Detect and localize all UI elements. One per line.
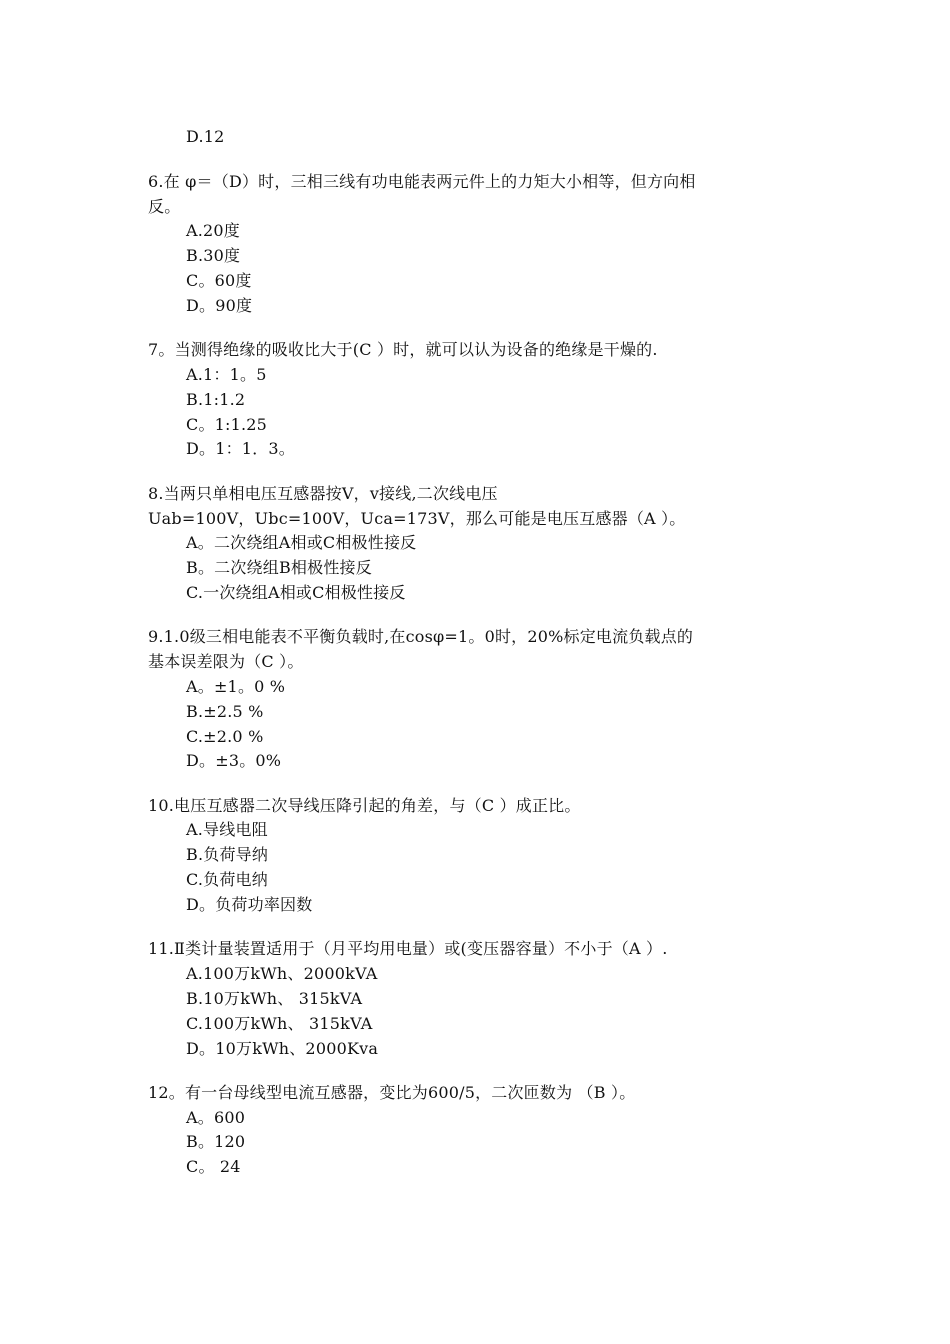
question-line: 基本误差限为（C ）。 xyxy=(148,652,304,671)
option-line: B.10万kWh、 315kVA xyxy=(186,989,363,1008)
question-line: 9.1.0级三相电能表不平衡负载时,在cosφ=1。0时，20%标定电流负载点的 xyxy=(148,627,694,646)
option-line: B.30度 xyxy=(186,246,241,265)
option-line: C.±2.0 % xyxy=(186,727,264,746)
option-line: C.一次绕组A相或C相极性接反 xyxy=(186,583,406,602)
option-line: A.1：1。5 xyxy=(186,365,267,384)
option-line: D.12 xyxy=(186,127,225,146)
option-line: B.负荷导纳 xyxy=(186,845,269,864)
option-line: D。1：1．3。 xyxy=(186,439,295,458)
option-line: A.100万kWh、2000kVA xyxy=(186,964,378,983)
option-line: B。二次绕组B相极性接反 xyxy=(186,558,372,577)
option-line: A.20度 xyxy=(186,221,241,240)
option-line: D。10万kWh、2000Kva xyxy=(186,1039,379,1058)
question-line: 反。 xyxy=(148,197,181,216)
option-line: A。600 xyxy=(186,1108,246,1127)
question-line: 12。有一台母线型电流互感器，变比为600/5，二次匝数为 （B ）。 xyxy=(148,1083,636,1102)
question-line: 7。当测得绝缘的吸收比大于(C ）时，就可以认为设备的绝缘是干燥的. xyxy=(148,340,658,359)
question-line: Uab=100V，Ubc=100V，Uca=173V，那么可能是电压互感器（A ）。 xyxy=(148,509,686,528)
option-line: C。 24 xyxy=(186,1157,241,1176)
option-line: A。二次绕组A相或C相极性接反 xyxy=(186,533,417,552)
option-line: C.负荷电纳 xyxy=(186,870,268,889)
option-line: D。±3。0% xyxy=(186,751,282,770)
option-line: B.1:1.2 xyxy=(186,390,246,409)
option-line: D。90度 xyxy=(186,296,253,315)
question-line: 11.Ⅱ类计量装置适用于（月平均用电量）或(变压器容量）不小于（A ）. xyxy=(148,939,668,958)
question-line: 10.电压互感器二次导线压降引起的角差，与（C ）成正比。 xyxy=(148,796,581,815)
option-line: B。120 xyxy=(186,1132,246,1151)
option-line: C。1:1.25 xyxy=(186,415,268,434)
option-line: D。负荷功率因数 xyxy=(186,895,313,914)
question-line: 8.当两只单相电压互感器按V，v接线,二次线电压 xyxy=(148,484,498,503)
option-line: A.导线电阻 xyxy=(186,820,268,839)
option-line: A。±1。0 % xyxy=(186,677,286,696)
option-line: C。60度 xyxy=(186,271,252,290)
option-line: B.±2.5 % xyxy=(186,702,264,721)
question-line: 6.在 φ＝（D）时，三相三线有功电能表两元件上的力矩大小相等，但方向相 xyxy=(148,172,696,191)
option-line: C.100万kWh、 315kVA xyxy=(186,1014,373,1033)
